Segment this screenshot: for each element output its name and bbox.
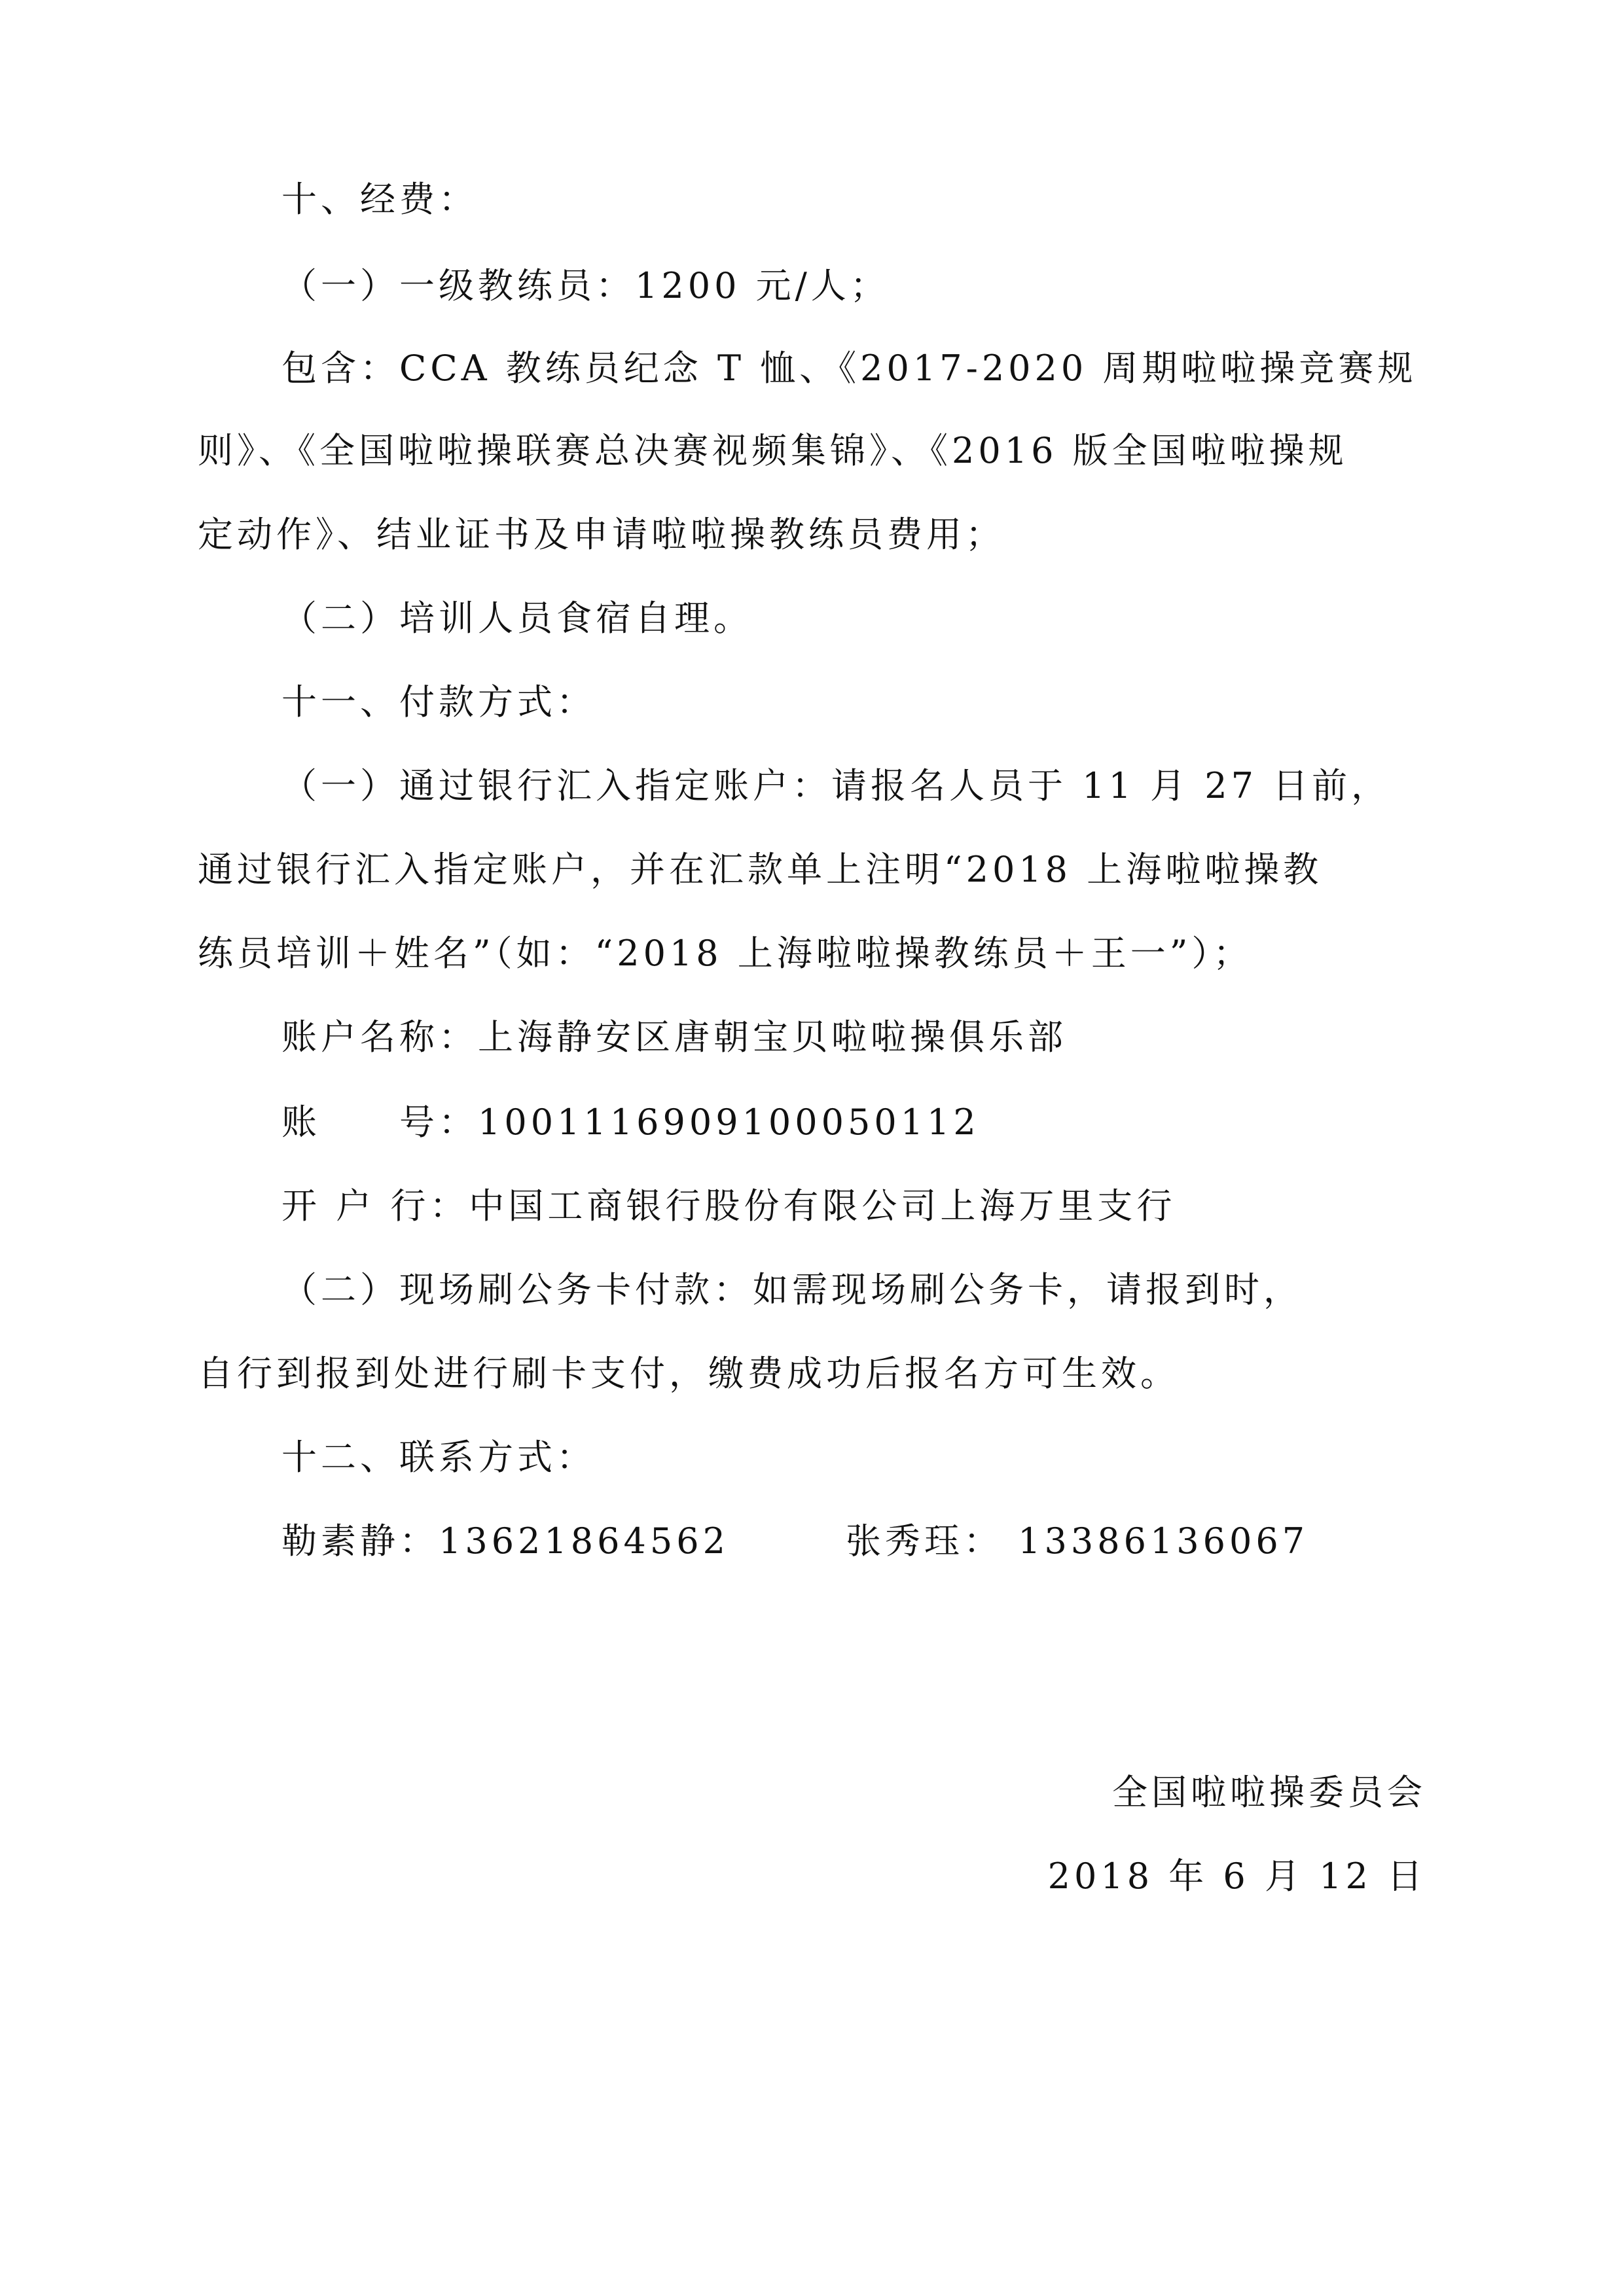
signature-date: 2018 年 6 月 12 日 (1047, 1856, 1426, 1897)
payment-heading: 十一、付款方式： (281, 681, 596, 723)
funding-includes-line-2: 则》、《全国啦啦操联赛总决赛视频集锦》、《2016 版全国啦啦操规 (198, 430, 1348, 471)
contact-heading: 十二、联系方式： (281, 1437, 596, 1478)
payment-card-line-2: 自行到报到处进行刷卡支付，缴费成功后报名方可生效。 (198, 1353, 1180, 1394)
account-number: 账 号：1001116909100050112 (281, 1102, 980, 1143)
funding-heading: 十、经费： (281, 179, 478, 220)
funding-item-1: （一）一级教练员：1200 元/人； (281, 265, 890, 306)
contact-person-2: 张秀珏： 13386136067 (846, 1520, 1309, 1562)
payment-bank-line-3: 练员培训＋姓名”（如：“2018 上海啦啦操教练员＋王一”）； (198, 933, 1253, 974)
signature-org: 全国啦啦操委员会 (1112, 1772, 1426, 1813)
payment-bank-line-1: （一）通过银行汇入指定账户：请报名人员于 11 月 27 日前， (281, 765, 1391, 806)
contact-person-1: 勒素静：13621864562 (281, 1520, 729, 1562)
funding-item-2: （二）培训人员食宿自理。 (281, 598, 753, 639)
account-bank: 开 户 行：中国工商银行股份有限公司上海万里支行 (281, 1185, 1176, 1227)
funding-includes-line-1: 包含：CCA 教练员纪念 T 恤、《2017-2020 周期啦啦操竞赛规 (281, 348, 1417, 389)
payment-card-line-1: （二）现场刷公务卡付款：如需现场刷公务卡，请报到时， (281, 1269, 1303, 1310)
account-name: 账户名称：上海静安区唐朝宝贝啦啦操俱乐部 (281, 1016, 1067, 1058)
payment-bank-line-2: 通过银行汇入指定账户，并在汇款单上注明“2018 上海啦啦操教 (198, 849, 1323, 890)
funding-includes-line-3: 定动作》、结业证书及申请啦啦操教练员费用； (198, 514, 1005, 555)
